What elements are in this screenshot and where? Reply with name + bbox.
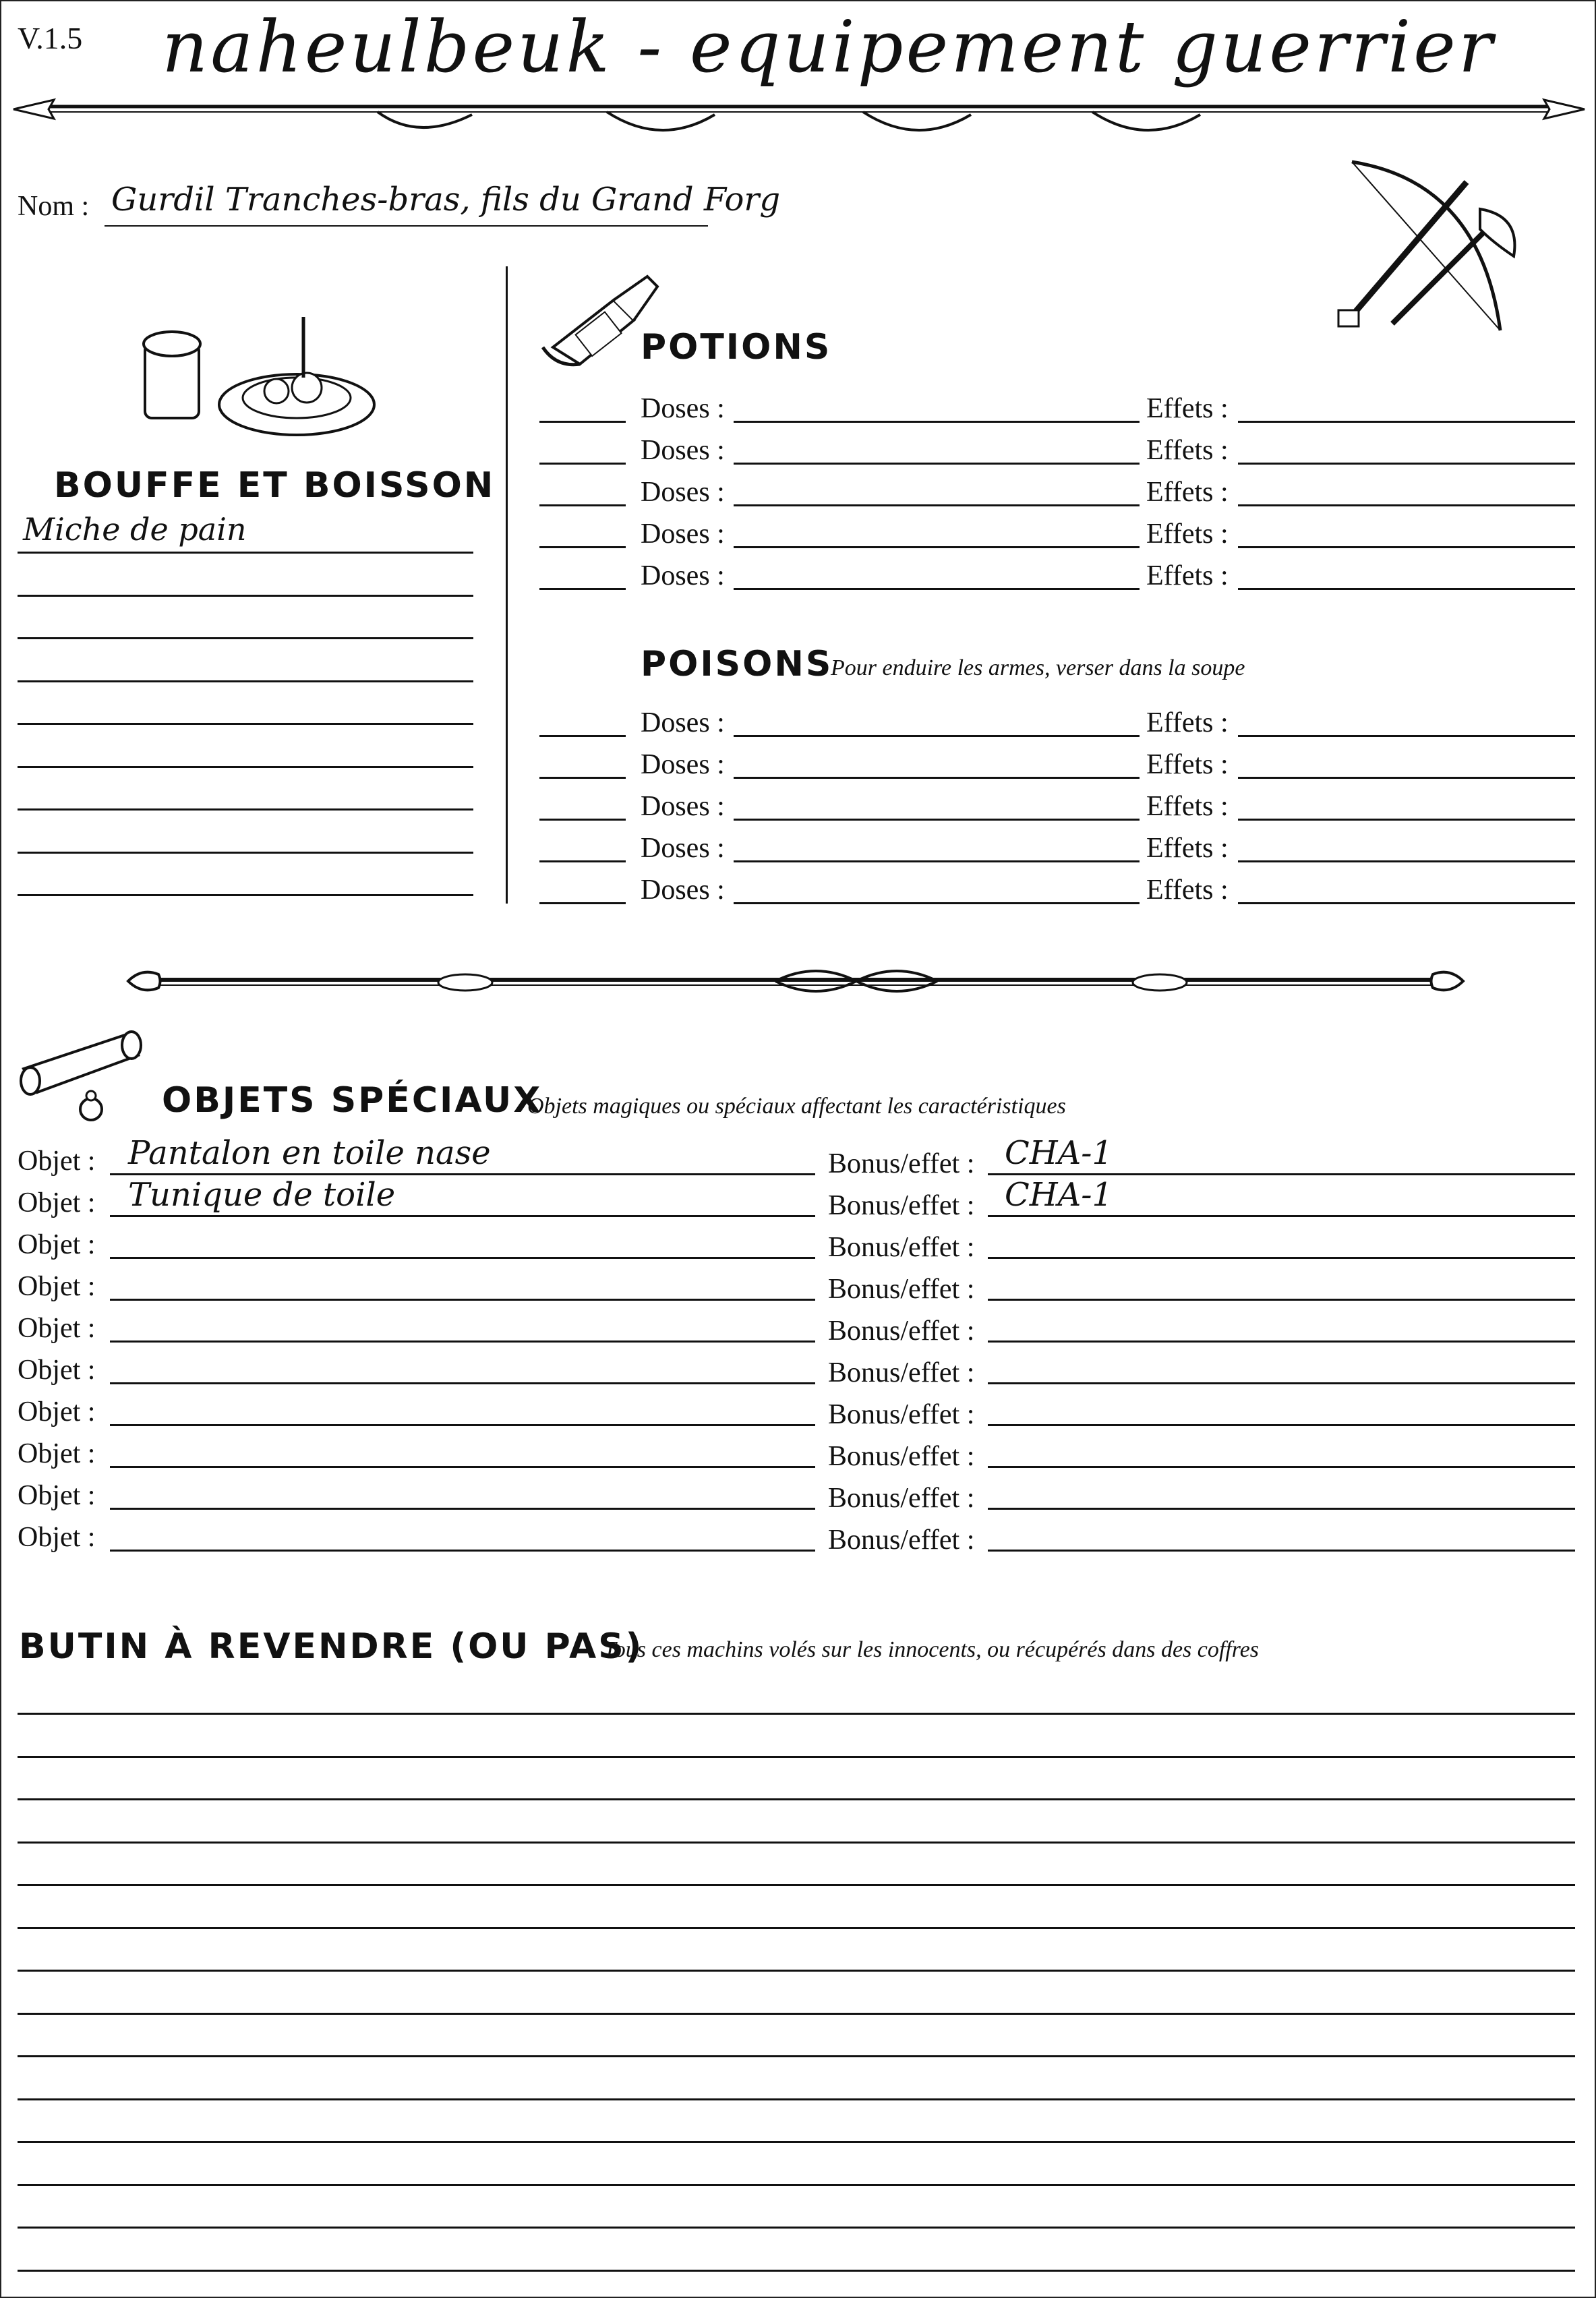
bonus-field[interactable] [988,1382,1575,1384]
object-label: Objet : [18,1229,96,1260]
loot-line[interactable] [18,2098,1575,2100]
object-label: Objet : [18,1146,96,1177]
quantity-blank[interactable] [539,735,626,737]
doses-label: Doses : [641,791,725,822]
loot-heading: BUTIN À REVENDRE (OU PAS) [19,1626,644,1667]
object-label: Objet : [18,1396,96,1427]
food-line [18,680,473,682]
bonus-field[interactable] [988,1424,1575,1426]
loot-line[interactable] [18,2270,1575,2272]
effects-label: Effets : [1146,833,1229,864]
effects-field[interactable] [1238,588,1575,590]
object-value[interactable]: Tunique de toile [128,1176,396,1214]
doses-field[interactable] [734,819,1140,821]
doses-field[interactable] [734,588,1140,590]
doses-field[interactable] [734,735,1140,737]
food-line [18,808,473,811]
effects-label: Effets : [1146,560,1229,591]
object-field[interactable] [110,1215,815,1217]
name-underline [105,225,708,227]
column-divider [506,266,508,904]
bonus-field[interactable] [988,1257,1575,1259]
object-field[interactable] [110,1299,815,1301]
effects-label: Effets : [1146,749,1229,780]
doses-field[interactable] [734,902,1140,904]
quantity-blank[interactable] [539,588,626,590]
effects-label: Effets : [1146,519,1229,550]
loot-line[interactable] [18,2227,1575,2229]
version-label: V.1.5 [18,21,83,55]
doses-field[interactable] [734,546,1140,548]
food-line [18,894,473,896]
doses-label: Doses : [641,560,725,591]
staff-divider-icon [128,961,1463,1001]
bonus-label: Bonus/effet : [828,1148,975,1179]
bonus-label: Bonus/effet : [828,1316,975,1347]
food-line-text[interactable]: Miche de pain [23,511,247,548]
page-title: naheulbeuk - equipement guerrier [162,5,1496,88]
effects-field[interactable] [1238,504,1575,506]
quantity-blank[interactable] [539,777,626,779]
object-field[interactable] [110,1257,815,1259]
object-label: Objet : [18,1271,96,1302]
loot-line[interactable] [18,1927,1575,1929]
doses-label: Doses : [641,833,725,864]
food-line [18,852,473,854]
bonus-label: Bonus/effet : [828,1357,975,1388]
bonus-label: Bonus/effet : [828,1232,975,1263]
food-line [18,595,473,597]
object-label: Objet : [18,1187,96,1218]
doses-label: Doses : [641,435,725,466]
food-line [18,723,473,725]
special-objects-subtitle: Objets magiques ou spéciaux affectant les caractéristiques [527,1094,1066,1119]
quantity-blank[interactable] [539,902,626,904]
object-field[interactable] [110,1173,815,1175]
crossed-weapons-icon [1332,155,1520,337]
object-label: Objet : [18,1355,96,1386]
loot-line[interactable] [18,1798,1575,1800]
effects-field[interactable] [1238,860,1575,862]
bonus-label: Bonus/effet : [828,1274,975,1305]
object-label: Objet : [18,1313,96,1344]
special-objects-heading: OBJETS SPÉCIAUX [162,1080,543,1121]
doses-label: Doses : [641,519,725,550]
object-value[interactable]: Pantalon en toile nase [128,1134,491,1172]
effects-field[interactable] [1238,421,1575,423]
effects-label: Effets : [1146,477,1229,508]
bonus-label: Bonus/effet : [828,1190,975,1221]
doses-label: Doses : [641,707,725,738]
effects-label: Effets : [1146,393,1229,424]
effects-field[interactable] [1238,546,1575,548]
loot-subtitle: Tous ces machins volés sur les innocents, ou récupérés dans des coffres [603,1637,1260,1662]
bonus-field[interactable] [988,1299,1575,1301]
doses-label: Doses : [641,477,725,508]
doses-field[interactable] [734,860,1140,862]
effects-field[interactable] [1238,902,1575,904]
bonus-field[interactable] [988,1466,1575,1468]
food-plate-icon [142,303,378,438]
effects-field[interactable] [1238,735,1575,737]
object-label: Objet : [18,1522,96,1553]
scroll-ring-icon [17,1028,152,1129]
loot-line[interactable] [18,1756,1575,1758]
effects-field[interactable] [1238,819,1575,821]
potions-heading: POTIONS [641,327,832,367]
quantity-blank[interactable] [539,860,626,862]
food-line [18,637,473,639]
object-field[interactable] [110,1550,815,1552]
quantity-blank[interactable] [539,463,626,465]
bonus-value[interactable]: CHA-1 [1005,1134,1113,1172]
effects-label: Effets : [1146,875,1229,906]
bonus-field[interactable] [988,1173,1575,1175]
doses-field[interactable] [734,504,1140,506]
doses-field[interactable] [734,463,1140,465]
bonus-value[interactable]: CHA-1 [1005,1176,1113,1214]
bonus-label: Bonus/effet : [828,1399,975,1430]
name-label: Nom : [18,191,90,222]
bonus-field[interactable] [988,1340,1575,1343]
loot-line[interactable] [18,2055,1575,2057]
loot-line[interactable] [18,2184,1575,2186]
loot-line[interactable] [18,2141,1575,2143]
name-value[interactable]: Gurdil Tranches-bras, fils du Grand Forg [111,181,781,218]
loot-line[interactable] [18,1842,1575,1844]
object-field[interactable] [110,1424,815,1426]
doses-label: Doses : [641,393,725,424]
bonus-label: Bonus/effet : [828,1525,975,1556]
quantity-blank[interactable] [539,819,626,821]
food-line [18,766,473,768]
object-field[interactable] [110,1466,815,1468]
object-label: Objet : [18,1438,96,1469]
loot-line[interactable] [18,2013,1575,2015]
doses-label: Doses : [641,875,725,906]
effects-field[interactable] [1238,463,1575,465]
doses-field[interactable] [734,777,1140,779]
poisons-heading: POISONS [641,644,833,684]
food-heading: BOUFFE ET BOISSON [54,465,496,506]
bonus-field[interactable] [988,1508,1575,1510]
effects-label: Effets : [1146,791,1229,822]
poisons-subtitle: Pour enduire les armes, verser dans la soupe [831,655,1245,680]
effects-label: Effets : [1146,707,1229,738]
bonus-label: Bonus/effet : [828,1483,975,1514]
quantity-blank[interactable] [539,546,626,548]
loot-line[interactable] [18,1884,1575,1886]
loot-line[interactable] [18,1713,1575,1715]
bonus-field[interactable] [988,1215,1575,1217]
bonus-field[interactable] [988,1550,1575,1552]
object-field[interactable] [110,1382,815,1384]
food-line [18,552,473,554]
spear-divider-icon [13,88,1585,148]
doses-field[interactable] [734,421,1140,423]
quantity-blank[interactable] [539,421,626,423]
object-field[interactable] [110,1340,815,1343]
loot-line[interactable] [18,1970,1575,1972]
effects-label: Effets : [1146,435,1229,466]
doses-label: Doses : [641,749,725,780]
object-label: Objet : [18,1480,96,1511]
object-field[interactable] [110,1508,815,1510]
effects-field[interactable] [1238,777,1575,779]
quantity-blank[interactable] [539,504,626,506]
bonus-label: Bonus/effet : [828,1441,975,1472]
